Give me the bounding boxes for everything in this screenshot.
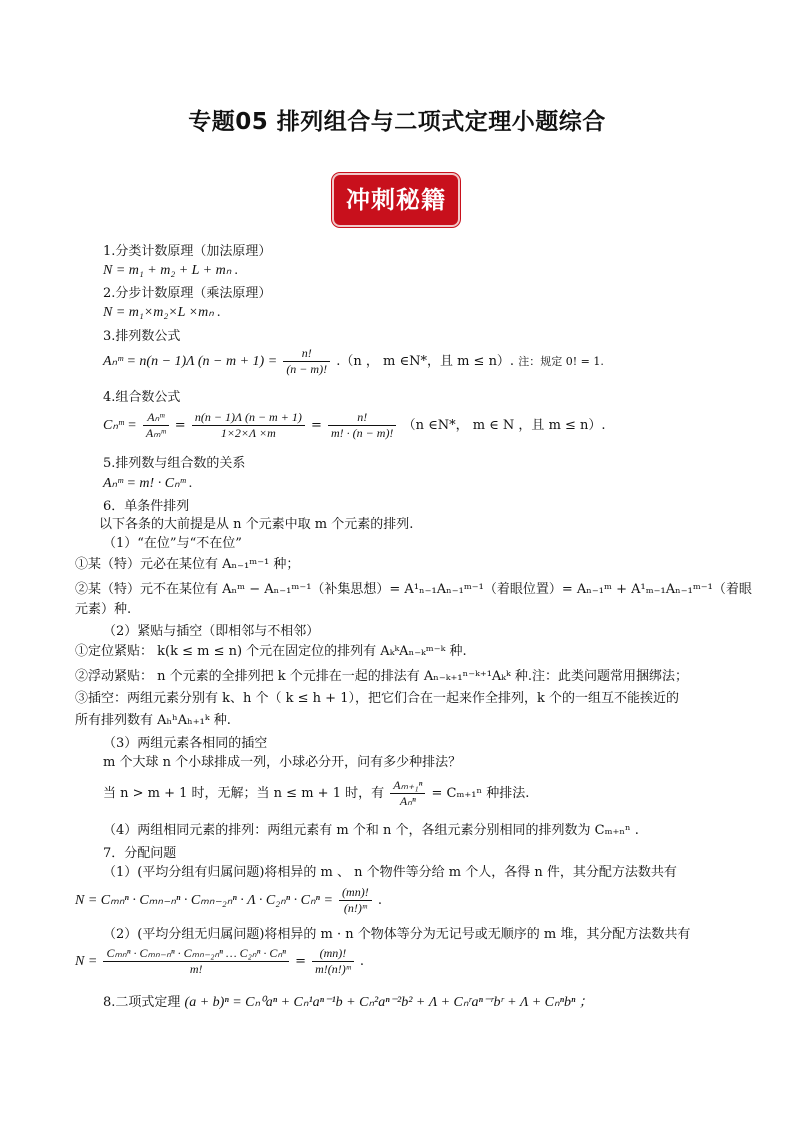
s6-p3b-numerator: Aₘ₊₁ⁿ [393,778,423,792]
s4-f1-numerator: Aₙᵐ [147,410,165,424]
s3-numerator: n! [301,346,312,360]
s3-lhs: Aₙᵐ = n(n − 1)Λ (n − m + 1) = [103,354,278,369]
section-badge: 冲刺秘籍 [334,175,458,225]
s6-p1b-line1: ②某（特）元不在某位有 Aₙᵐ − Aₙ₋₁ᵐ⁻¹（补集思想）= A¹ₙ₋₁Aₙ₋₁ᵐ⁻¹（着眼位置）= Aₙ₋₁ᵐ + A¹ₘ₋₁Aₙ₋₁ᵐ⁻¹（着眼 [75,582,752,597]
s6-p3b-prefix: 当 n > m + 1 时，无解；当 n ≤ m + 1 时，有 [103,786,385,801]
s7-q1-fraction [339,885,372,916]
s7-q1-denominator: (n!)ᵐ [339,900,372,916]
s4-f1-denominator: Aₘᵐ [143,425,169,441]
s7-heading: 7．分配问题 [103,846,177,861]
s7-q2-numerator-2: (mn)! [319,946,347,960]
s7-q1-formula [75,885,382,916]
page-title: 专题05 排列组合与二项式定理小题综合 [188,109,606,135]
s6-p4: （4）两组相同元素的排列：两组元素有 m 个和 n 个，各组元素分别相同的排列数为 Cₘ₊ₙⁿ . [103,823,639,838]
s4-condition: （n ∈N*， m ∈ N ，且 m ≤ n）. [402,418,606,433]
s6-p3a: m 个大球 n 个小球排成一列，小球必分开，问有多少种排法？ [103,755,462,770]
s8-line [103,994,593,1012]
s3-formula [103,346,604,377]
s3-heading: 3.排列数公式 [103,329,181,344]
s8-heading: 8.二项式定理 [103,995,181,1010]
s7-q2-equals: = [295,954,306,969]
s1-heading: 1.分类计数原理（加法原理） [103,244,272,259]
s4-lhs: Cₙᵐ = [103,418,137,433]
s4-fraction-2 [192,410,305,441]
s7-q2-fraction-1 [103,946,289,977]
s7-q1-end: . [377,893,382,908]
s6-p2b: ②浮动紧贴： n 个元素的全排列把 k 个元排在一起的排法有 Aₙ₋ₖ₊₁ⁿ⁻ᵏ⁺¹Aₖᵏ 种.注：此类问题常用捆绑法； [75,669,689,684]
s5-heading: 5.排列数与组合数的关系 [103,456,246,471]
s6-p1-heading: （1）“在位”与“不在位” [103,536,242,551]
s6-p1a: ①某（特）元必在某位有 Aₙ₋₁ᵐ⁻¹ 种； [75,557,300,572]
s1-formula: N = m₁ + m₂ + L + mₙ . [103,263,239,278]
s4-equals-2: = [310,418,322,433]
s6-p2c-line2: 所有排列数有 AₕʰAₕ₊₁ᵏ 种. [75,713,231,728]
s2-heading: 2.分步计数原理（乘法原理） [103,286,272,301]
s7-q2-lhs: N = [75,954,98,969]
s4-f3-denominator: m! · (n − m)! [328,425,396,441]
s4-fraction-1 [143,410,169,441]
s4-f2-denominator: 1×2×Λ ×m [192,425,305,441]
s4-f3-numerator: n! [357,410,368,424]
s4-equals-1: = [174,418,186,433]
s6-p3-heading: （3）两组元素各相同的插空 [103,736,268,751]
s5-formula: Aₙᵐ = m! · Cₙᵐ . [103,476,193,491]
s3-denominator: (n − m)! [283,361,330,377]
s7-q2-numerator-1: Cₘₙⁿ · Cₘₙ₋ₙⁿ · Cₘₙ₋₂ₙⁿ … C₂ₙⁿ · Cₙⁿ [106,946,286,960]
s3-fraction [283,346,330,377]
s7-q2-end: . [359,954,365,969]
s7-q1-numerator: (mn)! [342,885,369,899]
s7-q2-line1: （2）(平均分组无归属问题)将相异的 m · n 个物体等分为无记号或无顺序的 m 堆，其分配方法数共有 [103,927,691,942]
s4-heading: 4.组合数公式 [103,390,181,405]
s4-f2-numerator: n(n − 1)Λ (n − m + 1) [194,410,302,424]
s7-q1-lhs: N = Cₘₙⁿ · Cₘₙ₋ₙⁿ · Cₘₙ₋₂ₙⁿ · Λ · C₂ₙⁿ · Cₙⁿ = [75,893,333,908]
s3-note: 注：规定 0! = 1. [518,355,604,368]
s6-p3b-fraction [390,778,425,809]
s6-premise: 以下各条的大前提是从 n 个元素中取 m 个元素的排列. [99,517,414,532]
s8-formula: (a + b)ⁿ = Cₙ⁰aⁿ + Cₙ¹aⁿ⁻¹b + Cₙ²aⁿ⁻²b² + Λ + Cₙʳaⁿ⁻ʳbʳ + Λ + Cₙⁿbⁿ ； [184,995,593,1010]
s6-p2a: ①定位紧贴： k(k ≤ m ≤ n) 个元在固定位的排列有 AₖᵏAₙ₋ₖᵐ⁻ᵏ 种. [75,644,467,659]
s6-p3b [103,778,529,809]
s6-p2-heading: （2）紧贴与插空（即相邻与不相邻） [103,624,320,639]
s7-q2-fraction-2 [312,946,354,977]
s6-heading: 6．单条件排列 [103,499,190,514]
s3-condition: .（n ， m ∈N*，且 m ≤ n）. [336,354,515,369]
s7-q2-formula [75,946,364,977]
s7-q1-line1: （1）(平均分组有归属问题)将相异的 m 、 n 个物件等分给 m 个人，各得 n 件，其分配方法数共有 [103,865,677,880]
s6-p2c-line1: ③插空：两组元素分别有 k、h 个（ k ≤ h + 1），把它们合在一起来作全排列，k 个的一组互不能挨近的 [75,691,679,706]
s4-fraction-3 [328,410,396,441]
s2-formula: N = m₁×m₂×L ×mₙ . [103,305,221,320]
s7-q2-denominator-1: m! [103,961,289,977]
s6-p3b-suffix: = Cₘ₊₁ⁿ 种排法. [431,786,530,801]
s4-formula [103,410,606,441]
s6-p1b-line2: 元素）种. [75,602,132,617]
s7-q2-denominator-2: m!(n!)ᵐ [312,961,354,977]
s6-p3b-denominator: Aₙⁿ [390,793,425,809]
